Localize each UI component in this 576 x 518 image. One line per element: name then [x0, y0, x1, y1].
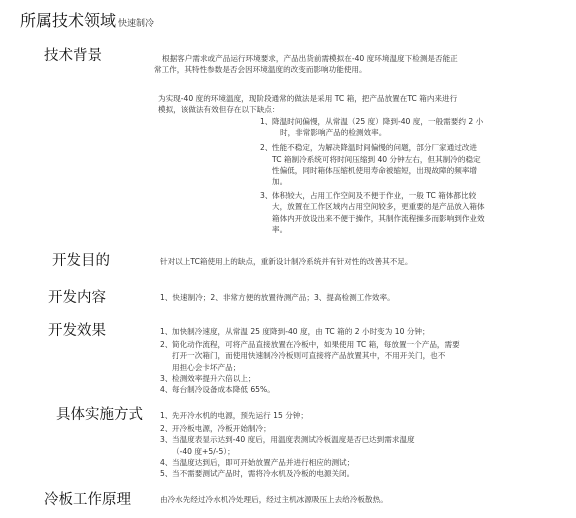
- heading-content: 开发内容: [48, 290, 106, 306]
- effect-item: [160, 326, 562, 337]
- page-title-block: [20, 8, 154, 31]
- drawback-line: 加。: [272, 177, 288, 187]
- purpose-text: 针对以上TC箱使用上的缺点，重新设计制冷系统并有针对性的改善其不足。: [160, 257, 413, 266]
- implementation-line: 当温度表显示达到-40 度后，用温度表测试冷板温度是否已达到需求温度: [172, 435, 415, 445]
- implementation-line: （-40 度+5/-5）；: [172, 446, 235, 456]
- implementation-number: 3、: [160, 435, 173, 445]
- page-subtitle: 快速制冷: [118, 19, 155, 29]
- background-drawbacks-list: [260, 116, 562, 235]
- drawback-line: 体积较大，占用工作空间及不便于作业，一般 TC 箱体都比较: [272, 191, 477, 201]
- implementation-line: 当不需要测试产品时，需将冷水机及冷板的电源关闭。: [172, 469, 355, 479]
- drawback-line: 率。: [272, 224, 288, 234]
- implementation-item: [160, 410, 562, 421]
- drawback-item: [260, 190, 562, 235]
- effect-number: 1、: [160, 327, 173, 336]
- effect-line: 用担心会卡坏产品；: [172, 362, 241, 372]
- drawback-item: [260, 142, 562, 187]
- page-title: 所属技术领域: [20, 11, 117, 30]
- effect-item: [160, 384, 562, 395]
- background-para-2-line-2: 模拟，该做法有效但存在以下缺点：: [158, 105, 280, 115]
- effect-number: 3、: [160, 373, 173, 383]
- effect-number: 2、: [160, 340, 173, 350]
- implementation-item: [160, 423, 562, 434]
- heading-background: 技术背景: [44, 48, 102, 64]
- effect-line: 简化动作流程，可将产品直接放置在冷板中，如果使用 TC 箱，每放置一个产品，需要: [172, 340, 460, 350]
- implementation-item: [160, 457, 562, 468]
- effect-item: [160, 339, 562, 373]
- implementation-number: 2、: [160, 424, 173, 434]
- implementation-number: 4、: [160, 457, 173, 467]
- drawback-number: 3、: [260, 191, 273, 201]
- drawback-line: 性能不稳定，为解决降温时间偏慢的问题，部分厂家通过改进: [272, 143, 478, 153]
- implementation-item: [160, 434, 562, 456]
- heading-implementation: 具体实施方式: [56, 407, 143, 423]
- implementation-item: [160, 468, 562, 479]
- background-para-2-line-1: 为实现-40 度的环境温度，现阶段通常的做法是采用 TC 箱，把产品放置在TC 箱内来进行: [158, 94, 458, 103]
- drawback-line: 降温时间偏慢，从常温（25 度）降到-40 度，一般需要约 2 小: [272, 117, 484, 126]
- effect-line: 每台制冷设备成本降低 65%。: [172, 385, 275, 395]
- effect-item: [160, 373, 562, 384]
- drawback-line: TC 箱制冷系统可将时间压缩到 40 分钟左右，但其制冷的稳定: [272, 154, 481, 164]
- effect-line: 加快制冷速度，从常温 25 度降到-40 度，由 TC 箱的 2 小时变为 10 分钟；: [172, 327, 430, 336]
- heading-principle: 冷板工作原理: [44, 492, 131, 508]
- implementation-number: 1、: [160, 411, 173, 420]
- implementation-line: 开冷板电源，冷板开始制冷；: [172, 424, 271, 434]
- drawback-number: 2、: [260, 143, 273, 153]
- implementation-number: 5、: [160, 469, 173, 479]
- background-para-1: [154, 53, 562, 75]
- effect-list: [160, 326, 562, 395]
- drawback-line: 箱体内开放设出来不便于操作，其制作流程操多而影响到作业效: [272, 213, 485, 223]
- implementation-list: [160, 410, 562, 479]
- content-text: 1、快速制冷；2、非常方便的放置待测产品；3、提高检测工作效率。: [160, 293, 395, 302]
- principle-text: 由冷水先经过冷水机冷处理后，经过主机冰源吸压上去给冷板散热。: [160, 495, 388, 504]
- drawback-line: 大，放置在工作区域内占用空间较多，更重要的是产品放入箱体: [272, 202, 485, 212]
- heading-effect: 开发效果: [48, 323, 106, 339]
- implementation-line: 先开冷水机的电源，预先运行 15 分钟；: [172, 411, 308, 420]
- effect-line: 打开一次箱门，而使用快速制冷冷板则可直接将产品放置其中，不用开关门，也不: [172, 351, 446, 361]
- heading-purpose: 开发目的: [52, 253, 110, 269]
- drawback-line: 时，非常影响产品的检测效率。: [280, 128, 387, 138]
- background-para-1-line-2: 常工作，其特性参数是否会因环境温度的改变而影响功能使用。: [154, 65, 367, 75]
- effect-number: 4、: [160, 385, 173, 395]
- drawback-item: [260, 116, 562, 138]
- background-para-1-line-1: 根据客户需求或产品运行环境要求，产品出货前需模拟在-40 度环境温度下检测是否能正: [162, 54, 458, 63]
- background-para-2: [158, 93, 558, 115]
- implementation-line: 当温度达到后，即可开始放置产品并进行相应的测试；: [172, 457, 355, 467]
- effect-line: 检测效率提升六倍以上；: [172, 373, 256, 383]
- drawback-number: 1、: [260, 117, 273, 126]
- drawback-line: 性偏低，同时箱体压缩机使用寿命被缩短，出现故障的频率增: [272, 165, 478, 175]
